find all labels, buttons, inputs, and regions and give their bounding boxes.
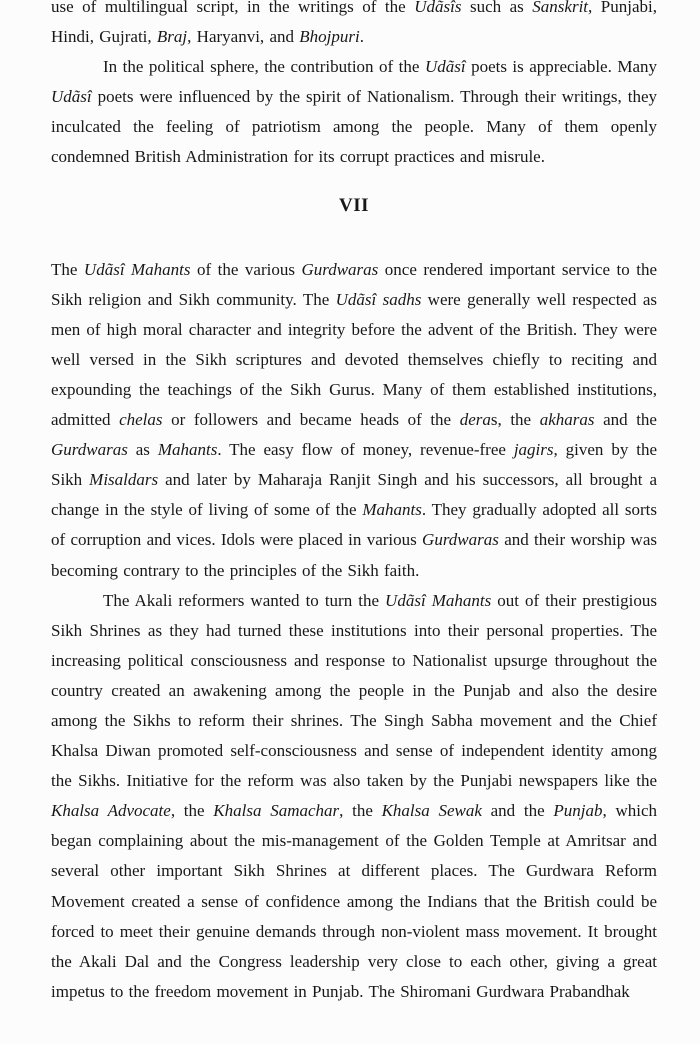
italic-text-run: Udãsîs: [414, 0, 462, 16]
text-run: poets were influenced by the spirit of Nationalism. Through their writings, they inculcated the feeling of patriotism among the people. Many of them openly condemned British Administration for its corrupt practices and misrule.: [51, 87, 657, 167]
text-run: and the: [594, 410, 657, 430]
text-run: . The easy flow of money, revenue-free: [217, 440, 514, 460]
text-run: or followers and became heads of the: [162, 410, 460, 430]
italic-text-run: Gurdwaras: [301, 259, 379, 279]
italic-text-run: Gurdwaras: [422, 530, 499, 550]
paragraph: [51, 0, 657, 52]
text-run: In the political sphere, the contribution of the: [103, 57, 425, 77]
text-run: , which began complaining about the mis-management of the Golden Temple at Amritsar and several other important Sikh Shrines at different places. The Gurdwara Reform Movement created a sense of confidence among the Indians that the British could be forced to meet their genuine demands through non-violent mass movement. It brought the Akali Dal and the Congress leadership very close to each other, giving a great impetus to the freedom movement in Punjab. The Shiromani Gurdwara Prabandhak: [51, 801, 658, 1001]
italic-text-run: Udãsî: [51, 87, 92, 107]
italic-text-run: Udãsî Mahants: [83, 259, 191, 279]
italic-text-run: jagirs: [513, 440, 554, 460]
italic-text-run: Udãsî sadhs: [335, 289, 422, 309]
italic-text-run: dera: [459, 410, 491, 430]
italic-text-run: Udãsî Mahants: [385, 590, 492, 610]
italic-text-run: Khalsa Advocate: [51, 801, 171, 821]
text-run: poets is appreciable. Many: [465, 57, 657, 77]
text-run: were generally well respected as men of high moral character and integrity before the advent of the British. They were well versed in the Sikh scriptures and devoted themselves chiefly to reciting and expounding the teachings of the Sikh Gurus. Many of them established institutions, admitted: [51, 289, 657, 430]
text-run: , Punjabi, Hindi, Gujrati,: [51, 0, 657, 47]
italic-text-run: Gurdwaras: [51, 440, 128, 460]
text-run: The Akali reformers wanted to turn the: [103, 590, 386, 610]
text-run: and later by Maharaja Ranjit Singh and his successors, all brought a change in the style of living of some of the: [51, 470, 657, 520]
paragraph: [51, 586, 657, 1007]
italic-text-run: Bhojpuri: [299, 27, 360, 47]
section-body-text: [51, 255, 657, 1007]
italic-text-run: Khalsa Samachar: [213, 801, 340, 821]
italic-text-run: Sanskrit: [532, 0, 589, 16]
italic-text-run: Mahants: [157, 440, 218, 460]
italic-text-run: chelas: [119, 410, 163, 430]
section-heading: VII: [338, 194, 369, 216]
italic-text-run: Mahants: [362, 500, 422, 520]
text-run: . They gradually adopted all sorts of corruption and vices. Idols were placed in various: [51, 500, 658, 550]
italic-text-run: akharas: [539, 410, 595, 430]
section-continued-text: [51, 0, 657, 173]
text-run: , the: [170, 801, 214, 821]
text-run: , given by the Sikh: [51, 440, 657, 490]
italic-text-run: Khalsa Sewak: [381, 801, 482, 821]
paragraph: [51, 255, 657, 586]
italic-text-run: Udãsî: [424, 57, 466, 77]
italic-text-run: Punjab: [553, 801, 603, 821]
text-run: The: [51, 259, 84, 279]
text-run: .: [359, 27, 364, 47]
text-run: , the: [339, 801, 382, 821]
paragraph: [51, 52, 657, 172]
italic-text-run: Braj: [156, 27, 188, 47]
text-run: once rendered important service to the Sikh religion and Sikh community. The: [51, 259, 657, 309]
text-run: such as: [461, 0, 533, 16]
text-run: as: [127, 440, 158, 460]
text-run: of the various: [190, 259, 302, 279]
text-run: s, the: [490, 410, 540, 430]
text-run: use of multilingual script, in the writings of the: [51, 0, 415, 16]
text-run: and the: [481, 801, 554, 821]
text-run: , Haryanvi, and: [187, 27, 300, 47]
text-run: out of their prestigious Sikh Shrines as they had turned these institutions into their personal properties. The increasing political consciousness and response to Nationalist upsurge throughout the country created an awakening among the people in the Punjab and also the desire among the Sikhs to reform their shrines. The Singh Sabha movement and the Chief Khalsa Diwan promoted self-consciousness and sense of independent identity among the Sikhs. Initiative for the reform was also taken by the Punjabi newspapers like the: [51, 590, 657, 791]
italic-text-run: Misaldars: [89, 470, 159, 490]
text-run: and their worship was becoming contrary to the principles of the Sikh faith.: [51, 530, 657, 580]
